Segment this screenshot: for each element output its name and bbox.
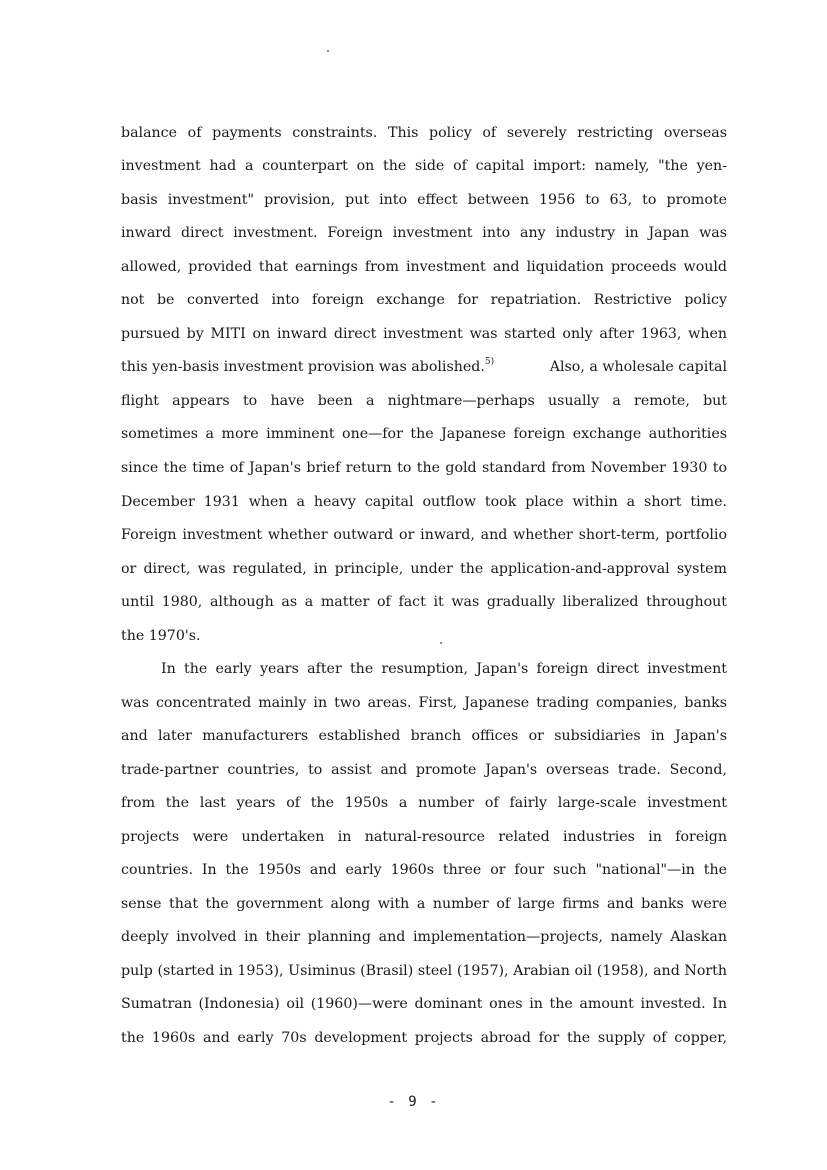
text-line: deeply involved in their planning and implementation—projects, namely Alaskan [121, 929, 727, 945]
text-line-with-footnote [121, 356, 727, 378]
text-line: trade-partner countries, to assist and promote Japan's overseas trade. Second, [121, 762, 727, 778]
scan-speck [327, 50, 329, 52]
text-line: or direct, was regulated, in principle, under the application-and-approval system [121, 561, 727, 577]
text-line: from the last years of the 1950s a number of fairly large-scale investment [121, 795, 727, 811]
text-line: since the time of Japan's brief return to the gold standard from November 1930 to [121, 460, 727, 476]
paragraph-first-line: In the early years after the resumption, Japan's foreign direct investment [161, 661, 727, 677]
text-line: sometimes a more imminent one—for the Japanese foreign exchange authorities [121, 426, 727, 442]
text-segment: this yen-basis investment provision was abolished. [121, 359, 485, 375]
text-line: flight appears to have been a nightmare—perhaps usually a remote, but [121, 393, 727, 409]
text-line: and later manufacturers established branch offices or subsidiaries in Japan's [121, 728, 727, 744]
text-line: the 1970's. [121, 628, 201, 644]
text-line: countries. In the 1950s and early 1960s three or four such "national"—in the [121, 862, 727, 878]
text-line: balance of payments constraints. This policy of severely restricting overseas [121, 125, 727, 141]
text-line: projects were undertaken in natural-resource related industries in foreign [121, 829, 727, 845]
text-line: pursued by MITI on inward direct investment was started only after 1963, when [121, 326, 727, 342]
text-line: December 1931 when a heavy capital outflow took place within a short time. [121, 494, 727, 510]
text-line: was concentrated mainly in two areas. First, Japanese trading companies, banks [121, 695, 727, 711]
text-line: basis investment" provision, put into effect between 1956 to 63, to promote [121, 192, 727, 208]
text-line: pulp (started in 1953), Usiminus (Brasil) steel (1957), Arabian oil (1958), and North [121, 963, 727, 979]
text-line: inward direct investment. Foreign investment into any industry in Japan was [121, 225, 727, 241]
text-line: not be converted into foreign exchange for repatriation. Restrictive policy [121, 292, 727, 308]
text-segment: Also, a wholesale capital [549, 359, 727, 375]
text-line: Sumatran (Indonesia) oil (1960)—were dominant ones in the amount invested. In [121, 996, 727, 1012]
text-line: investment had a counterpart on the side of capital import: namely, "the yen- [121, 158, 727, 174]
page-number: - 9 - [387, 1094, 440, 1110]
footnote-reference: 5) [484, 357, 495, 367]
text-line: Foreign investment whether outward or inward, and whether short-term, portfolio [121, 527, 727, 543]
text-line: sense that the government along with a number of large firms and banks were [121, 896, 727, 912]
text-line: until 1980, although as a matter of fact it was gradually liberalized throughout [121, 594, 727, 610]
text-line: allowed, provided that earnings from investment and liquidation proceeds would [121, 259, 727, 275]
text-line: the 1960s and early 70s development projects abroad for the supply of copper, [121, 1030, 727, 1046]
